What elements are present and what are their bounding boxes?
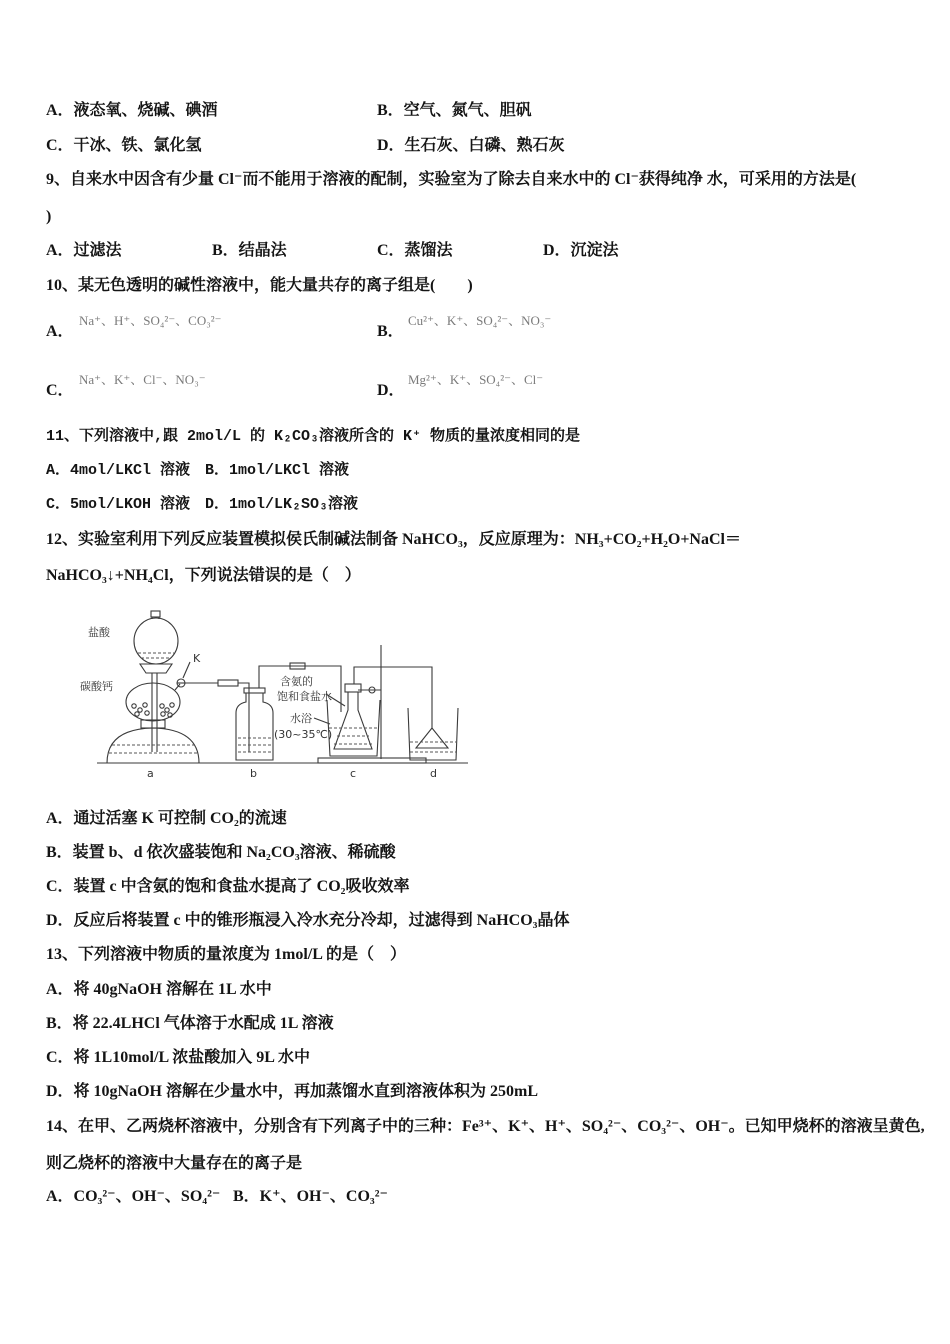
q10-option-d-ions: Mg²⁺、K⁺、SO₄²⁻、Cl⁻ — [408, 372, 544, 387]
apparatus-a — [80, 611, 201, 763]
q12-option-b: B．装置 b、d 依次盛装饱和 Na₂CO₃溶液、稀硫酸 — [46, 844, 396, 861]
q13-stem: 13、下列溶液中物质的量浓度为 1mol/L 的是（ ） — [46, 946, 407, 963]
tube-a-to-b — [185, 680, 249, 752]
q9-stem-line2: ) — [46, 208, 52, 225]
label-brine-1: 含氨的 — [280, 675, 313, 688]
flask-stopper — [345, 684, 361, 692]
q11-option-d: D．1mol/LK₂SO₃溶液 — [205, 496, 359, 513]
q8-option-c: C．干冰、铁、氯化氢 — [46, 137, 202, 154]
label-d: d — [430, 767, 437, 780]
q12-option-d: D．反应后将装置 c 中的锥形瓶浸入冷水充分冷却，过滤得到 NaHCO₃晶体 — [46, 912, 570, 929]
q10-option-a-label: A． — [46, 323, 74, 340]
q10-option-c-label: C． — [46, 382, 74, 399]
k-leader — [183, 662, 190, 678]
q9-option-d: D．沉淀法 — [543, 242, 619, 259]
q14-stem-line2: 则乙烧杯的溶液中大量存在的离子是 — [46, 1155, 303, 1172]
apparatus-diagram — [80, 605, 480, 785]
label-a: a — [147, 767, 154, 780]
label-b: b — [250, 767, 257, 780]
q8-option-b: B．空气、氮气、胆矾 — [377, 102, 532, 119]
label-k: K — [193, 652, 201, 665]
q8-option-a: A．液态氧、烧碱、碘酒 — [46, 102, 218, 119]
q10-option-c-ions: Na⁺、K⁺、Cl⁻、NO₃⁻ — [79, 372, 206, 387]
q13-option-c: C．将 1L10mol/L 浓盐酸加入 9L 水中 — [46, 1049, 311, 1066]
bottle-b-stopper — [244, 688, 265, 693]
q12-stem-line2: NaHCO₃↓+NH₄Cl，下列说法错误的是（ ） — [46, 567, 361, 584]
q10-stem: 10、某无色透明的碱性溶液中，能大量共存的离子组是( ) — [46, 277, 473, 294]
label-brine-2: 饱和食盐水 — [277, 690, 332, 703]
q10-option-a-ions: Na⁺、H⁺、SO₄²⁻、CO₃²⁻ — [79, 313, 222, 328]
q13-option-b: B．将 22.4LHCl 气体溶于水配成 1L 溶液 — [46, 1015, 334, 1032]
funnel-stopper — [151, 611, 160, 617]
label-bath: 水浴 — [290, 712, 312, 725]
q9-option-a: A．过滤法 — [46, 242, 122, 259]
generator-bottom-bulb — [107, 728, 199, 763]
q8-option-d: D．生石灰、白磷、熟石灰 — [377, 137, 565, 154]
apparatus-d — [408, 708, 458, 760]
q10-option-d-label: D． — [377, 382, 405, 399]
bottle-b — [236, 693, 273, 760]
apparatus-b — [236, 688, 273, 760]
label-caco3: 碳酸钙 — [80, 680, 113, 693]
q14-option-a: A．CO₃²⁻、OH⁻、SO₄²⁻ — [46, 1188, 221, 1205]
q9-stem-line1: 9、自来水中因含有少量 Cl⁻而不能用于溶液的配制，实验室为了除去自来水中的 Cl⁻获得纯净 水，可采用的方法是( — [46, 171, 857, 188]
generator-collar — [140, 664, 172, 673]
q12-option-c: C．装置 c 中含氨的饱和食盐水提高了 CO₂吸收效率 — [46, 878, 410, 895]
label-hcl: 盐酸 — [88, 626, 110, 639]
q11-option-b: B．1mol/LKCl 溶液 — [205, 462, 350, 479]
q11-option-a: A．4mol/LKCl 溶液 — [46, 462, 191, 479]
q11-option-c: C．5mol/LKOH 溶液 — [46, 496, 191, 513]
q14-stem-line1: 14、在甲、乙两烧杯溶液中，分别含有下列离子中的三种：Fe³⁺、K⁺、H⁺、SO₄²⁻、CO₃²⁻、OH⁻。已知甲烧杯的溶液呈黄色, — [46, 1118, 925, 1135]
q9-option-c: C．蒸馏法 — [377, 242, 453, 259]
q12-option-a: A．通过活塞 K 可控制 CO₂的流速 — [46, 810, 287, 827]
q9-option-b: B．结晶法 — [212, 242, 287, 259]
label-bath-temp: (30~35℃) — [274, 728, 333, 741]
caco3-pebbles — [132, 703, 174, 717]
q14-option-b: B．K⁺、OH⁻、CO₃²⁻ — [233, 1188, 388, 1205]
funnel-bulb — [134, 618, 178, 664]
q13-option-a: A．将 40gNaOH 溶解在 1L 水中 — [46, 981, 272, 998]
label-c: c — [350, 767, 357, 780]
q13-option-d: D．将 10gNaOH 溶解在少量水中，再加蒸馏水直到溶液体积为 250mL — [46, 1083, 539, 1100]
q10-option-b-ions: Cu²⁺、K⁺、SO₄²⁻、NO₃⁻ — [408, 313, 552, 328]
inverted-funnel — [416, 728, 448, 748]
q10-option-b-label: B． — [377, 323, 404, 340]
conical-flask — [334, 692, 372, 749]
tube-c-to-d — [354, 667, 432, 728]
q12-stem-line1: 12、实验室利用下列反应装置模拟侯氏制碱法制备 NaHCO₃，反应原理为：NH₃+CO₂+H₂O+NaCl＝ — [46, 531, 741, 548]
q11-stem: 11、下列溶液中,跟 2mol/L 的 K₂CO₃溶液所含的 K⁺ 物质的量浓度相同的是 — [46, 428, 581, 445]
